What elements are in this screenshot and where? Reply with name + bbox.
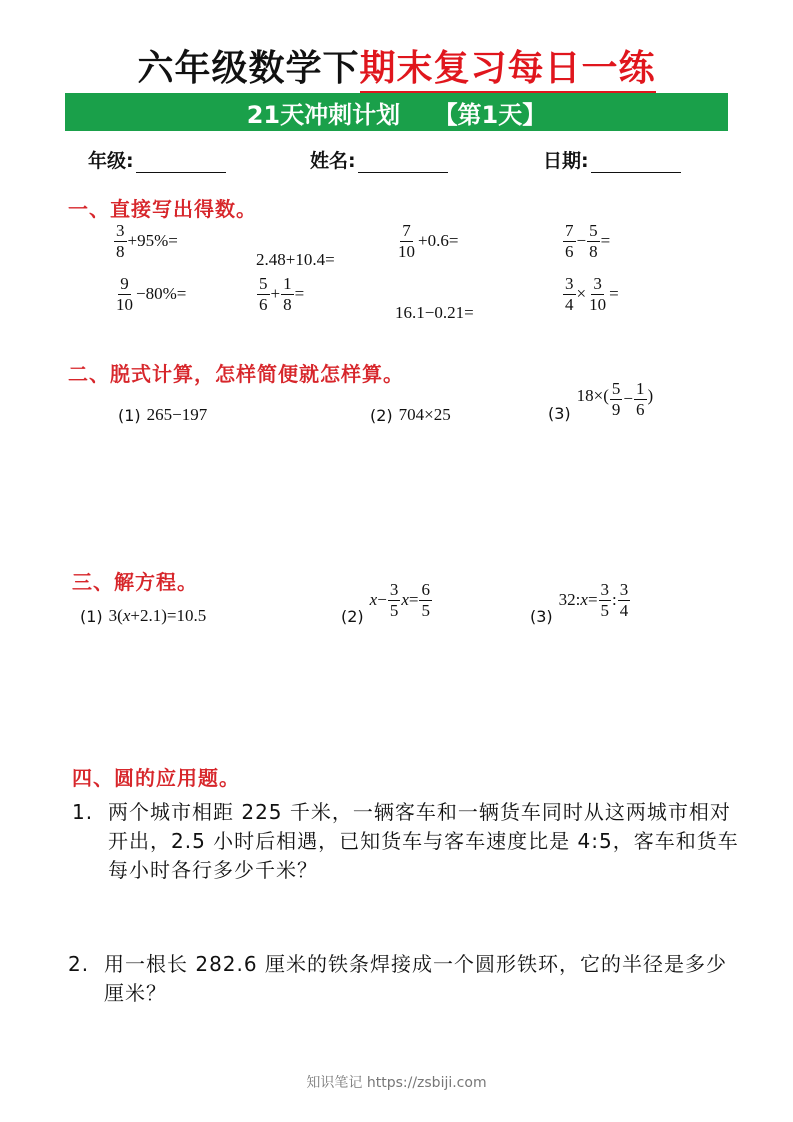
s1-item-a xyxy=(113,222,178,261)
banner-day: 【第1天】 xyxy=(433,100,547,129)
den: 6 xyxy=(636,399,645,419)
page-title xyxy=(0,40,793,91)
s1-item-g xyxy=(395,303,474,323)
num: 5 xyxy=(259,274,268,293)
operator: + xyxy=(270,284,281,304)
item-tag: (2) xyxy=(341,606,364,626)
problem-number: 1. xyxy=(72,800,94,824)
problem-2 xyxy=(68,950,748,1010)
item-tag: (2) xyxy=(370,405,393,425)
operator: × xyxy=(576,284,587,304)
den: 8 xyxy=(283,294,292,314)
s2-item-2 xyxy=(370,405,451,425)
fraction xyxy=(281,275,294,314)
den: 10 xyxy=(589,294,607,314)
fraction xyxy=(257,275,270,314)
s2-item-1 xyxy=(118,405,207,425)
num: 7 xyxy=(565,221,574,240)
fraction xyxy=(114,275,135,314)
s1-item-d xyxy=(562,222,610,261)
equals: = xyxy=(408,590,419,610)
fraction xyxy=(396,222,417,261)
den: 5 xyxy=(389,600,399,620)
equals: = xyxy=(294,284,305,304)
num: 3 xyxy=(116,221,125,240)
variable: x xyxy=(401,590,409,610)
operator: − xyxy=(623,389,634,409)
den: 9 xyxy=(611,399,621,419)
num: 5 xyxy=(589,221,598,240)
s1-item-f xyxy=(256,275,304,314)
expr-rest: −80%= xyxy=(136,284,187,304)
den: 4 xyxy=(619,600,629,620)
name-blank[interactable] xyxy=(358,154,448,173)
s1-item-e xyxy=(113,275,186,314)
s1-item-b xyxy=(256,250,335,270)
fraction xyxy=(634,380,647,419)
equals: = xyxy=(609,284,619,304)
num: 3 xyxy=(389,580,399,599)
item-tag: (3) xyxy=(548,403,571,423)
den: 6 xyxy=(259,294,268,314)
section1-heading: 一、直接写出得数。 xyxy=(68,197,257,221)
expr-pre: 18×( xyxy=(576,386,609,405)
footer-watermark: 知识笔记 https://zsbiji.com xyxy=(306,1075,487,1091)
variable: x xyxy=(122,606,131,625)
expr-b: +2.1)=10.5 xyxy=(130,606,207,625)
operator: − xyxy=(576,231,587,251)
date-label: 日期: xyxy=(543,150,589,172)
expr: 265−197 xyxy=(146,405,208,424)
banner-gap xyxy=(400,98,433,126)
den: 4 xyxy=(565,294,574,314)
s1-item-h xyxy=(562,275,619,314)
expr: 2.48+10.4= xyxy=(256,250,335,269)
den: 8 xyxy=(589,241,598,261)
expr-rest: +0.6= xyxy=(418,231,459,251)
problem-number: 2. xyxy=(68,952,90,976)
den: 6 xyxy=(565,241,574,261)
fraction xyxy=(587,275,608,314)
num: 3 xyxy=(619,580,629,599)
s1-item-c xyxy=(395,222,458,261)
section2-heading: 二、脱式计算，怎样简便就怎样算。 xyxy=(68,362,404,386)
den: 8 xyxy=(116,241,125,261)
grade-label: 年级: xyxy=(88,150,134,172)
fraction xyxy=(388,581,401,620)
num: 3 xyxy=(565,274,574,293)
expr-post: ) xyxy=(647,386,654,405)
expr: 704×25 xyxy=(398,405,451,424)
grade-field[interactable] xyxy=(88,146,226,173)
num: 3 xyxy=(593,274,602,293)
num: 9 xyxy=(120,274,129,293)
num: 1 xyxy=(636,379,645,398)
den: 10 xyxy=(116,294,133,314)
date-blank[interactable] xyxy=(591,154,681,173)
den: 10 xyxy=(398,241,415,261)
expr: 16.1−0.21= xyxy=(395,303,474,322)
date-field[interactable] xyxy=(543,146,681,173)
num: 7 xyxy=(402,221,411,240)
section3-heading: 三、解方程。 xyxy=(72,570,198,594)
variable: x xyxy=(580,590,588,610)
num: 3 xyxy=(600,580,610,599)
fraction xyxy=(419,581,432,620)
banner-plan: 21天冲刺计划 xyxy=(246,100,401,129)
s3-item-3 xyxy=(530,580,631,626)
expr-a: 3( xyxy=(108,606,123,625)
name-field[interactable] xyxy=(310,146,448,173)
colon: : xyxy=(612,590,617,610)
fraction xyxy=(114,222,127,261)
num: 1 xyxy=(283,274,292,293)
equals: = xyxy=(600,231,611,251)
plan-banner xyxy=(65,93,728,131)
fraction xyxy=(563,275,576,314)
equals: = xyxy=(587,590,598,610)
problem-text: 用一根长 282.6 厘米的铁条焊接成一个圆形铁环，它的半径是多少厘米？ xyxy=(104,952,727,1005)
fraction xyxy=(618,581,631,620)
problem-text: 两个城市相距 225 千米，一辆客车和一辆货车同时从这两城市相对开出，2.5 小时后相遇，已知货车与客车速度比是 4:5，客车和货车每小时各行多少千米？ xyxy=(108,800,739,882)
fraction xyxy=(599,581,612,620)
name-label: 姓名: xyxy=(310,150,356,172)
operator: − xyxy=(377,590,387,610)
item-tag: (3) xyxy=(530,606,553,626)
num: 5 xyxy=(611,379,621,398)
s3-item-1 xyxy=(80,606,206,626)
fraction xyxy=(610,380,623,419)
expr-a: 32: xyxy=(558,590,581,610)
grade-blank[interactable] xyxy=(136,154,226,173)
variable: x xyxy=(369,590,378,610)
s3-item-2 xyxy=(341,580,433,626)
s2-item-3 xyxy=(548,379,654,423)
num: 6 xyxy=(421,580,430,599)
problem-1 xyxy=(72,798,752,888)
title-right: 期末复习每日一练 xyxy=(360,48,656,93)
section4-heading: 四、圆的应用题。 xyxy=(72,766,240,790)
expr-rest: +95%= xyxy=(127,231,178,251)
title-left: 六年级数学下 xyxy=(137,48,360,89)
item-tag: (1) xyxy=(118,405,141,425)
item-tag: (1) xyxy=(80,607,103,626)
fraction xyxy=(587,222,600,261)
den: 5 xyxy=(421,600,430,620)
fraction xyxy=(563,222,576,261)
den: 5 xyxy=(600,600,610,620)
